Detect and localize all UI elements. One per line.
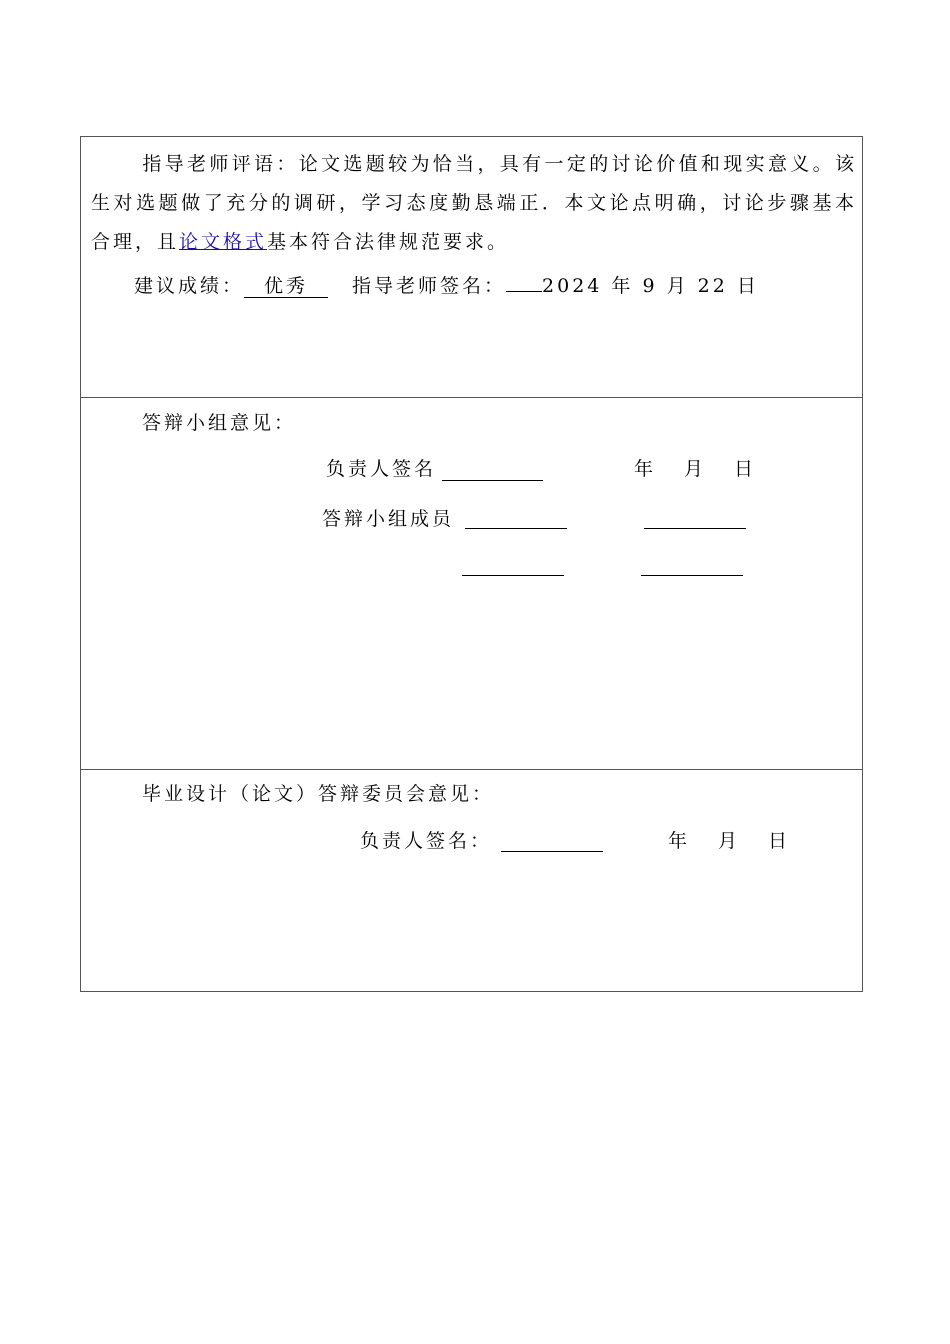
- defense-committee-section: [81, 770, 862, 991]
- grade-label: 建议成绩：: [134, 275, 245, 297]
- group-member-line-4[interactable]: [641, 575, 743, 576]
- group-date-month: 月: [684, 458, 707, 480]
- advisor-comment-prefix: 指导老师评语：论文选题较为恰当，具有一定的讨论价值和现实意义。该生对选题做了充分的调研，学习态度勤恳端正．本文论点明确，讨论步骤基本合理，且: [91, 153, 857, 253]
- defense-committee-title: 毕业设计（论文）答辩委员会意见：: [142, 783, 495, 805]
- grade-value: 优秀: [264, 275, 309, 297]
- advisor-comment-suffix: 基本符合法律规范要求。: [267, 231, 510, 253]
- evaluation-form-table: [80, 136, 863, 992]
- group-member-line-2[interactable]: [644, 528, 746, 529]
- group-leader-signature-line[interactable]: [442, 480, 543, 481]
- committee-date-year: 年: [668, 830, 691, 852]
- advisor-comment-text: [91, 145, 857, 262]
- group-members-label: 答辩小组成员: [322, 508, 455, 530]
- grade-row: [134, 274, 328, 298]
- committee-date-day: 日: [768, 830, 791, 852]
- thesis-format-link[interactable]: 论文格式: [179, 231, 268, 253]
- advisor-comment-section: [81, 137, 862, 398]
- defense-group-title: 答辩小组意见：: [142, 412, 297, 434]
- group-member-line-1[interactable]: [465, 528, 567, 529]
- group-date-year: 年: [634, 458, 657, 480]
- grade-field[interactable]: [244, 275, 328, 298]
- committee-date-month: 月: [718, 830, 741, 852]
- group-member-line-3[interactable]: [462, 575, 564, 576]
- advisor-signature-field[interactable]: [506, 291, 542, 292]
- group-date-day: 日: [734, 458, 757, 480]
- advisor-signature-label: 指导老师签名：: [352, 275, 507, 297]
- group-leader-label: 负责人签名: [326, 458, 437, 480]
- committee-leader-label: 负责人签名：: [360, 830, 493, 852]
- defense-group-section: [81, 398, 862, 770]
- committee-leader-signature-line[interactable]: [501, 851, 603, 852]
- advisor-signature-row: [352, 274, 759, 298]
- advisor-signature-date: 2024 年 9 月 22 日: [542, 275, 759, 297]
